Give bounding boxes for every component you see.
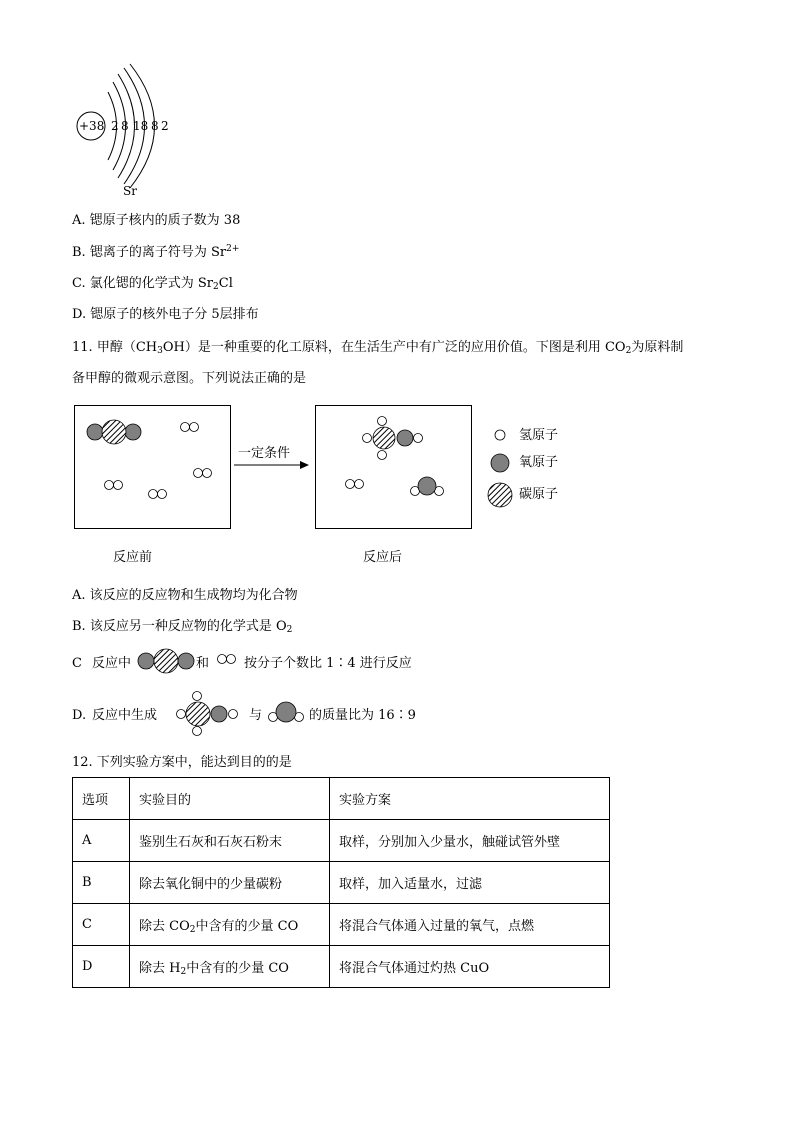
header-plan: 实验方案	[330, 778, 610, 820]
q11-stem-line2: 备甲醇的微观示意图。下列说法正确的是	[72, 371, 307, 386]
cell-goal: 除去 $H_2$中含有的少量 CO	[130, 946, 330, 988]
shell-electrons-1: 2	[111, 119, 119, 133]
methanol-molecule	[363, 417, 423, 460]
cell-option: B	[73, 862, 130, 904]
h2-molecule	[346, 480, 364, 489]
oxygen-atom-icon	[489, 452, 511, 474]
table-row	[73, 820, 610, 862]
option-text: 锶原子核内的质子数为 38	[89, 213, 241, 228]
carbon-atom-icon	[486, 481, 514, 509]
shell-electrons-4: 8	[151, 119, 159, 133]
co2-molecule-icon	[136, 648, 196, 674]
reaction-condition: 一定条件	[238, 446, 291, 461]
cell-goal: 鉴别生石灰和石灰石粉末	[130, 820, 330, 862]
co2-molecule	[87, 420, 141, 444]
experiment-table	[72, 777, 610, 988]
q11-option-d-mid: 与	[249, 708, 263, 723]
h2-molecule	[194, 469, 212, 478]
header-option: 选项	[73, 778, 130, 820]
after-reaction-molecules	[315, 405, 472, 529]
cell-option: A	[73, 820, 130, 862]
legend-label-hydrogen: 氢原子	[519, 428, 559, 443]
q10-option-c	[72, 277, 233, 292]
q11-stem-line1: 11. 甲醇$(CH_3OH)$是一种重要的化工原料，在生活生产中有广泛的应用价值。下图是利用 $CO_2$为原料制	[72, 340, 684, 356]
shell-electrons-5: 2	[161, 119, 169, 133]
legend-label-oxygen: 氧原子	[519, 455, 559, 470]
h2-molecule	[149, 490, 167, 499]
question-number: 11.	[72, 340, 93, 355]
formula-tail: Cl	[218, 276, 233, 291]
q11-option-c-label: C	[72, 656, 82, 671]
table-row	[73, 904, 610, 946]
q11-option-d-label: D.	[72, 708, 87, 723]
option-text: 锶原子的核外电子分 5层排布	[90, 307, 259, 322]
table-header-row	[73, 778, 610, 820]
before-reaction-molecules	[74, 405, 231, 529]
q10-option-d	[72, 308, 259, 321]
option-label: A.	[72, 213, 86, 228]
q11-option-c-post: 按分子个数比 1∶4 进行反应	[244, 656, 412, 671]
water-molecule-icon	[264, 700, 308, 726]
table-row	[73, 946, 610, 988]
q11-option-c-pre: 反应中	[92, 656, 132, 671]
table-row	[73, 862, 610, 904]
option-text: 锶离子的离子符号为 Sr	[89, 245, 227, 260]
q11-option-a: A. 该反应的反应物和生成物均为化合物	[72, 588, 298, 603]
cell-option: D	[73, 946, 130, 988]
cell-option: C	[73, 904, 130, 946]
cell-plan: 取样，分别加入少量水，触碰试管外壁	[330, 820, 610, 862]
cell-plan: 取样，加入适量水，过滤	[330, 862, 610, 904]
legend-label-carbon: 碳原子	[519, 487, 559, 502]
q11-option-d-pre: 反应中生成	[92, 708, 158, 723]
ion-charge: 2+	[226, 244, 240, 254]
q11-option-d-post: 的质量比为 16∶9	[309, 708, 416, 723]
cell-plan: 将混合气体通入过量的氧气，点燃	[330, 904, 610, 946]
shell-electrons-3: 18	[133, 119, 149, 133]
formula-subscript: 2	[213, 282, 219, 292]
shell-electrons-2: 8	[121, 119, 129, 133]
h2-molecule	[181, 423, 199, 432]
q11-option-c-mid: 和	[196, 656, 210, 671]
option-label: C.	[72, 276, 86, 291]
before-caption: 反应前	[113, 550, 153, 565]
cell-plan: 将混合气体通过灼热 CuO	[330, 946, 610, 988]
h2-molecule	[105, 481, 123, 490]
q10-option-b	[72, 245, 239, 259]
header-goal: 实验目的	[130, 778, 330, 820]
cell-goal: 除去 $CO_2$中含有的少量 CO	[130, 904, 330, 946]
q12-stem: 12. 下列实验方案中，能达到目的的是	[72, 755, 292, 770]
electron-shell-arcs	[0, 0, 200, 200]
reaction-arrow	[234, 460, 310, 470]
option-text: 氯化锶的化学式为 Sr	[89, 276, 214, 291]
hydrogen-atom-icon	[493, 428, 507, 442]
after-caption: 反应后	[363, 550, 403, 565]
q11-option-b: B. 该反应另一种反应物的化学式是 $O_2$	[72, 619, 293, 635]
water-molecule	[411, 477, 444, 496]
option-label: D.	[72, 307, 87, 322]
nucleus-charge: +38	[79, 119, 105, 133]
q10-option-a	[72, 214, 240, 227]
cell-goal: 除去氧化铜中的少量碳粉	[130, 862, 330, 904]
element-symbol: Sr	[123, 184, 137, 198]
option-label: B.	[72, 245, 86, 260]
h2-molecule-icon	[214, 653, 240, 665]
methanol-molecule-icon	[170, 688, 242, 738]
